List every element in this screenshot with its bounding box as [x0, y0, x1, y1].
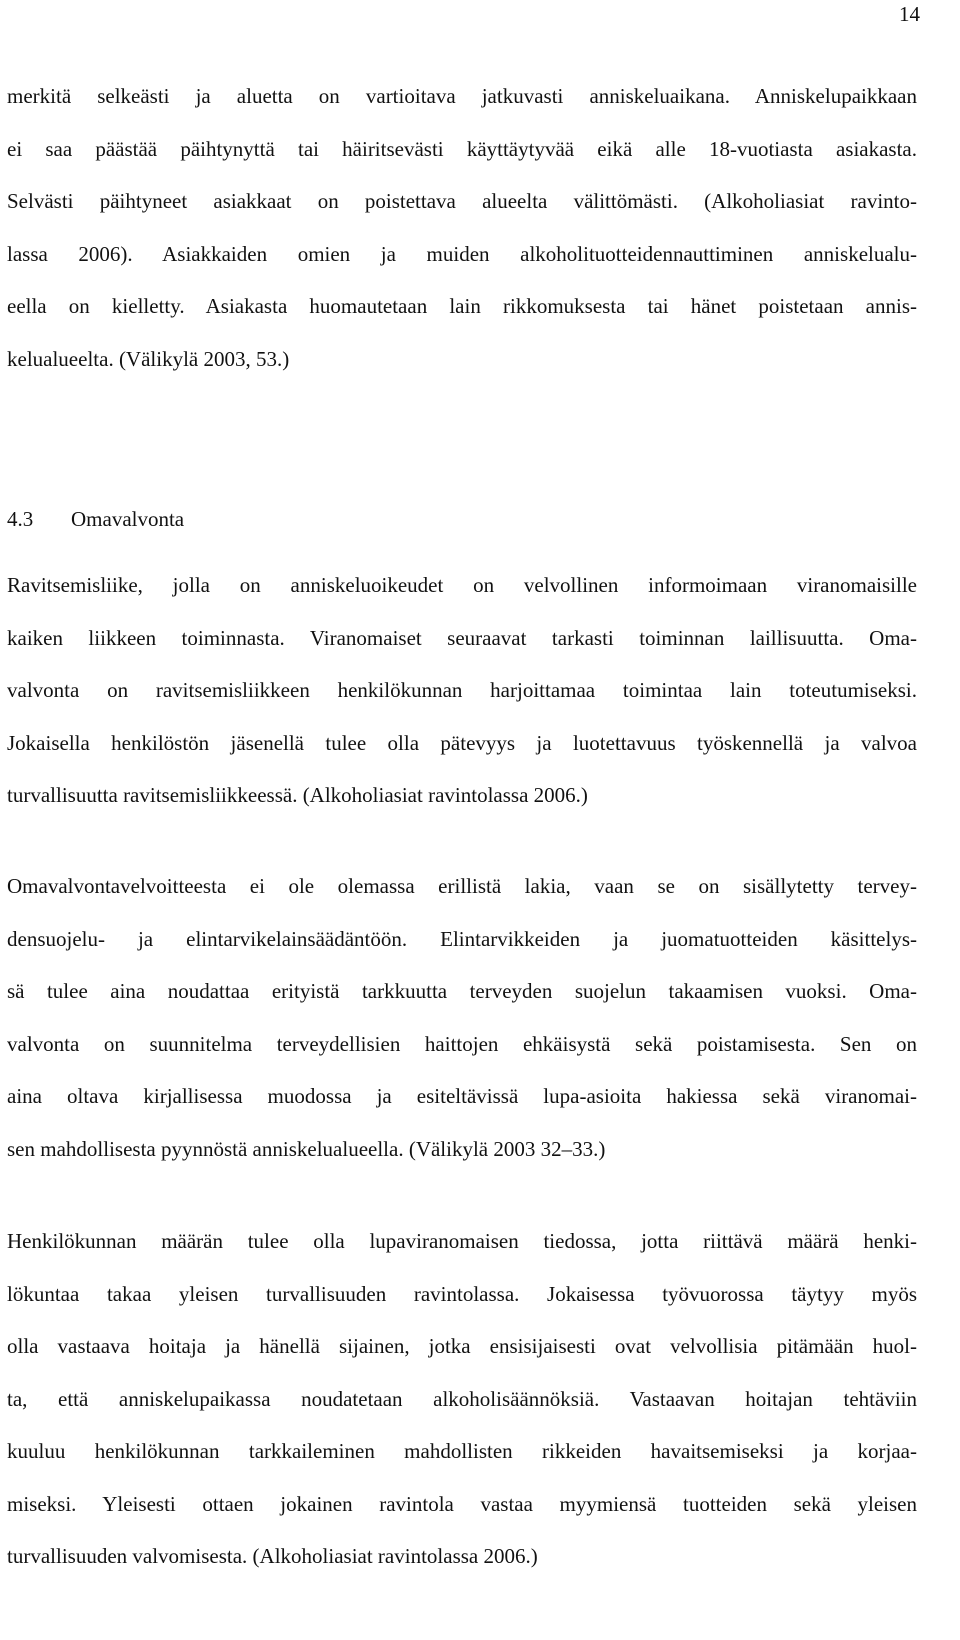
- text-line: kuuluu henkilökunnan tarkkaileminen mahdollisten rikkeiden havaitsemiseksi ja korjaa-: [7, 1439, 917, 1463]
- text-line: turvallisuuden valvomisesta. (Alkoholiasiat ravintolassa 2006.): [7, 1544, 538, 1568]
- text-line: eella on kielletty. Asiakasta huomautetaan lain rikkomuksesta tai hänet poistetaan annis-: [7, 294, 917, 318]
- text-line: ta, että anniskelupaikassa noudatetaan alkoholisäännöksiä. Vastaavan hoitajan tehtäviin: [7, 1386, 917, 1411]
- section-title: Omavalvonta: [71, 507, 185, 531]
- text-line: valvonta on ravitsemisliikkeen henkilökunnan harjoittamaa toimintaa lain toteutumiseksi.: [7, 678, 917, 702]
- paragraph-2: [7, 559, 917, 822]
- text-line: sen mahdollisesta pyynnöstä anniskelualueella. (Välikylä 2003 32–33.): [7, 1136, 606, 1161]
- text-line: lassa 2006). Asiakkaiden omien ja muiden alkoholituotteidennauttiminen anniskelualu-: [7, 241, 917, 266]
- text-line: valvonta on suunnitelma terveydellisien haittojen ehkäisystä sekä poistamisesta. Sen on: [7, 1031, 917, 1056]
- text-line: kaiken liikkeen toiminnasta. Viranomaiset seuraavat tarkasti toiminnan laillisuutta. Oma-: [7, 625, 917, 650]
- text-line: miseksi. Yleisesti ottaen jokainen ravintola vastaa myymiensä tuotteiden sekä yleisen: [7, 1491, 917, 1516]
- paragraph-4: [7, 1215, 917, 1583]
- text-line: Ravitsemisliike, jolla on anniskeluoikeudet on velvollinen informoimaan viranomaisille: [7, 573, 917, 597]
- text-line: sä tulee aina noudattaa erityistä tarkkuutta terveyden suojelun takaamisen vuoksi. Oma-: [7, 979, 917, 1003]
- text-line: kelualueelta. (Välikylä 2003, 53.): [7, 346, 290, 371]
- text-line: merkitä selkeästi ja aluetta on vartioitava jatkuvasti anniskeluaikana. Anniskelupaikkaan: [7, 84, 917, 108]
- text-line: Henkilökunnan määrän tulee olla lupaviranomaisen tiedossa, jotta riittävä määrä henki-: [7, 1229, 917, 1253]
- paragraph-3: [7, 860, 917, 1175]
- text-line: turvallisuutta ravitsemisliikkeessä. (Alkoholiasiat ravintolassa 2006.): [7, 783, 588, 807]
- section-heading: [7, 505, 184, 533]
- text-line: densuojelu- ja elintarvikelainsäädäntöön. Elintarvikkeiden ja juomatuotteiden käsittelys-: [7, 926, 917, 951]
- text-line: ei saa päästää päihtynyttä tai häiritsevästi käyttäytyvää eikä alle 18-vuotiasta asiakasta.: [7, 136, 917, 161]
- section-number: 4.3: [7, 507, 34, 531]
- text-line: aina oltava kirjallisessa muodossa ja esiteltävissä lupa-asioita hakiessa sekä viranomai-: [7, 1084, 917, 1108]
- text-line: Omavalvontavelvoitteesta ei ole olemassa erillistä lakia, vaan se on sisällytetty tervey-: [7, 874, 917, 898]
- text-line: olla vastaava hoitaja ja hänellä sijainen, jotka ensisijaisesti ovat velvollisia pitämään huol-: [7, 1334, 917, 1358]
- text-line: Jokaisella henkilöstön jäsenellä tulee olla pätevyys ja luotettavuus työskennellä ja valvoa: [7, 730, 917, 755]
- text-line: lökuntaa takaa yleisen turvallisuuden ravintolassa. Jokaisessa työvuorossa täytyy myös: [7, 1281, 917, 1306]
- text-line: Selvästi päihtyneet asiakkaat on poistettava alueelta välittömästi. (Alkoholiasiat ravinto-: [7, 189, 917, 213]
- paragraph-1: [7, 70, 917, 385]
- page-number: 14: [899, 2, 920, 26]
